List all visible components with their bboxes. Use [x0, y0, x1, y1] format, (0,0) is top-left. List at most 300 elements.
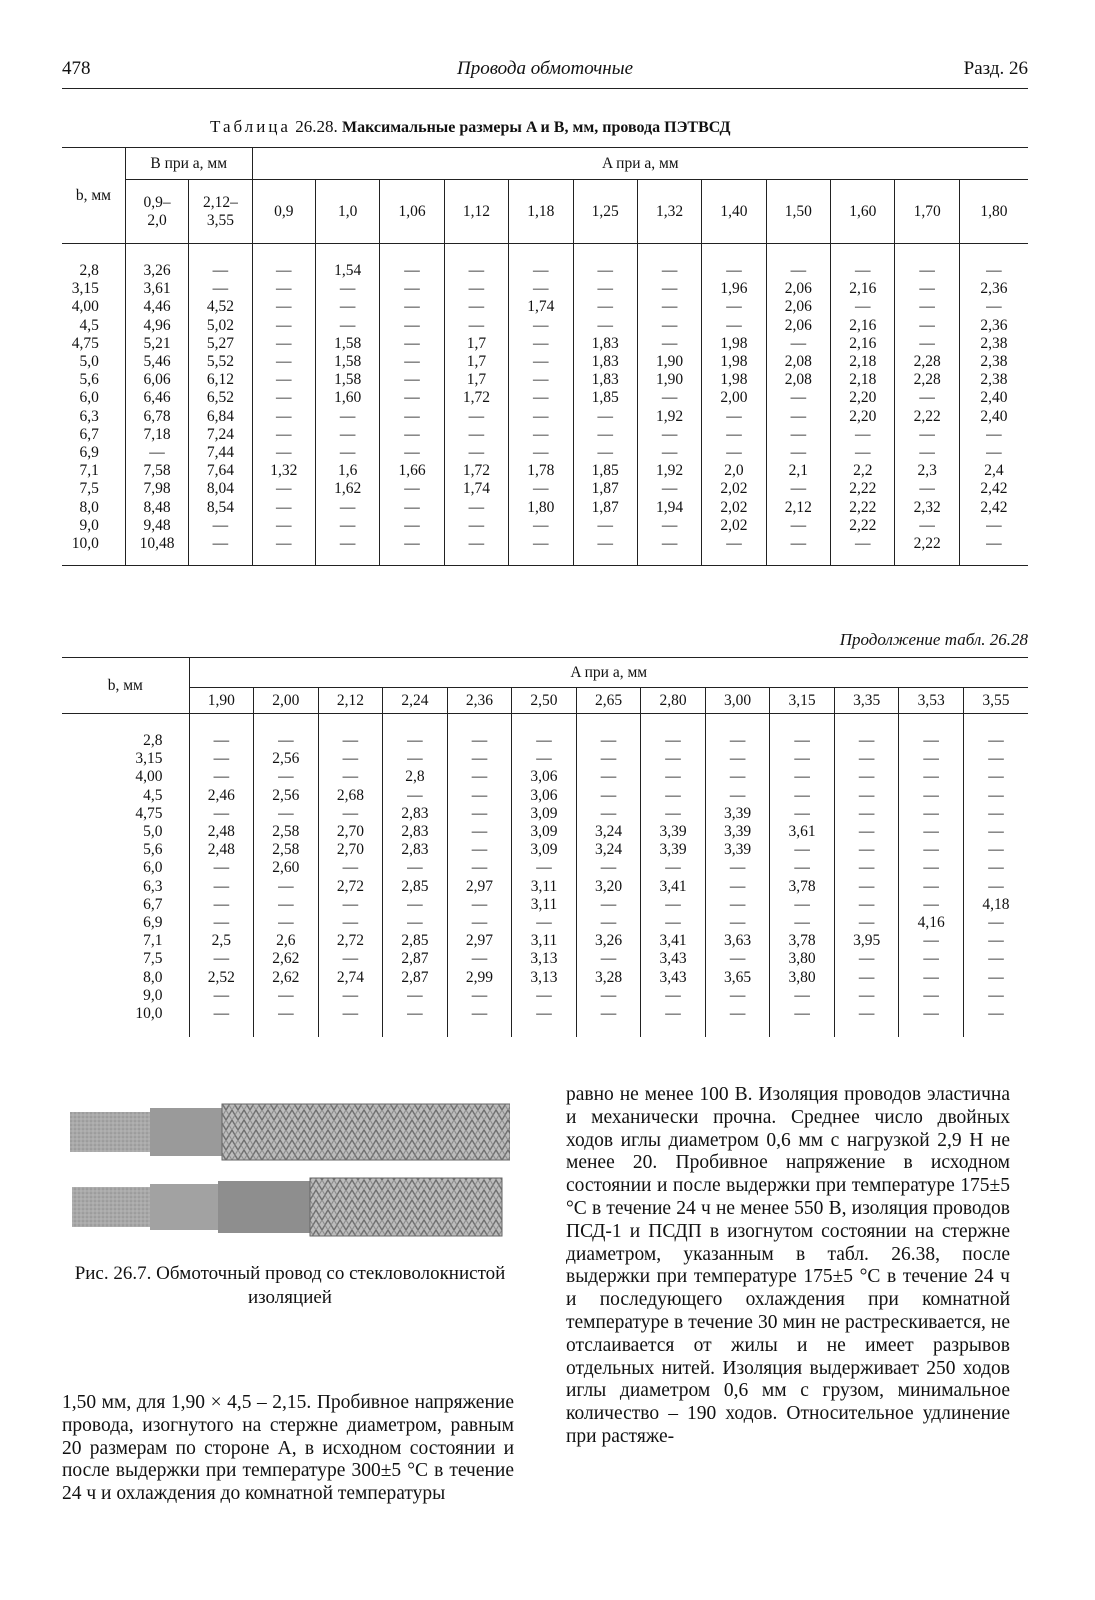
- table-cell: —: [661, 280, 678, 298]
- table-cell: 2,83: [401, 804, 429, 822]
- table-cell: —: [278, 895, 294, 913]
- table-cell: —: [471, 823, 488, 841]
- table-cell: 3,39: [724, 841, 752, 859]
- table-cell: —: [342, 859, 359, 877]
- table-cell: —: [858, 841, 875, 859]
- table-cell: —: [471, 895, 488, 913]
- table-cell: 4,5: [79, 316, 99, 334]
- table-cell: —: [407, 732, 423, 749]
- table-cell: —: [729, 786, 746, 804]
- table-cell: —: [342, 914, 359, 932]
- table-cell: 3,15: [71, 280, 99, 298]
- table-cell: 1,98: [720, 334, 748, 352]
- table-cell: 1,60: [334, 389, 362, 407]
- table-cell: 2,68: [336, 786, 364, 804]
- table-cell: —: [471, 1005, 488, 1023]
- table-cell: —: [404, 334, 420, 352]
- value-column: [766, 244, 830, 566]
- table-cell: —: [213, 804, 230, 822]
- table-cell: —: [597, 316, 613, 334]
- table-cell: —: [661, 262, 678, 279]
- table-cell: —: [919, 280, 935, 298]
- table-cell: —: [276, 425, 292, 443]
- table-cell: 3,09: [530, 841, 558, 859]
- table-cell: —: [597, 280, 613, 298]
- table-cell: —: [729, 877, 746, 895]
- table-cell: —: [536, 750, 552, 768]
- table-cell: —: [536, 1005, 552, 1023]
- table-cell: —: [276, 498, 292, 516]
- table-cell: 6,3: [79, 407, 99, 425]
- value-column: [383, 714, 448, 1038]
- section-label: Разд. 26: [963, 58, 1028, 79]
- table-cell: —: [468, 535, 485, 553]
- column-header: 3,55: [963, 688, 1028, 714]
- table-cell: —: [923, 1005, 939, 1023]
- table-cell: 2,83: [401, 823, 429, 841]
- col-header-b: b, мм: [62, 148, 125, 244]
- table-cell: —: [339, 316, 356, 334]
- table-cell: 5,0: [79, 353, 99, 371]
- table-cell: —: [729, 895, 746, 913]
- table-cell: —: [213, 914, 230, 932]
- table-cell: 7,64: [206, 462, 234, 480]
- table-cell: 2,38: [980, 353, 1008, 371]
- column-header: 1,18: [509, 180, 573, 244]
- table-cell: 2,83: [401, 841, 429, 859]
- value-column: [125, 244, 188, 566]
- table-cell: —: [726, 444, 742, 462]
- table-cell: —: [533, 407, 549, 425]
- table-cell: 6,7: [143, 895, 163, 913]
- table-cell: 4,96: [143, 316, 171, 334]
- table-cell: 1,54: [334, 262, 362, 279]
- table-cell: —: [923, 859, 939, 877]
- column-header: 2,80: [641, 688, 706, 714]
- table-cell: —: [729, 768, 746, 786]
- table-cell: —: [919, 425, 935, 443]
- table-cell: 1,7: [466, 334, 487, 352]
- table-cell: —: [726, 535, 742, 553]
- table-cell: —: [276, 535, 292, 553]
- table-cell: —: [536, 914, 552, 932]
- table-cell: 3,06: [530, 786, 558, 804]
- table-cell: —: [213, 1005, 230, 1023]
- table-cell: —: [986, 535, 1002, 553]
- table-cell: 8,0: [79, 498, 99, 516]
- table-cell: —: [600, 986, 617, 1004]
- table-cell: —: [407, 1005, 423, 1023]
- table-cell: —: [533, 389, 549, 407]
- table-cell: 2,38: [980, 371, 1008, 389]
- table-cell: 6,7: [79, 425, 99, 443]
- table-cell: 8,0: [143, 968, 163, 986]
- table-cell: —: [468, 298, 485, 316]
- table-cell: —: [404, 516, 420, 534]
- table-cell: 1,92: [656, 407, 684, 425]
- table-cell: 2,22: [913, 407, 941, 425]
- table-cell: 7,18: [143, 425, 171, 443]
- table-cell: —: [339, 498, 356, 516]
- table-cell: 3,41: [659, 932, 687, 950]
- table-cell: —: [276, 316, 292, 334]
- body-text-right: равно не менее 100 В. Изоляция проводов эластична и механически прочна. Среднее число двойных ходов иглы диаметром 0,6 мм с нагрузкой 2,9 Н не менее 20. Пробивное напряжение в исходном состоянии и после выдержки при температуре 175±5 °C в течение 24 ч не менее 550 В, изоляция проводов ПСД-1 и ПСДП в изогнутом состоянии на стержне диаметром, указанным в табл. 26.38, после выдержки при температуре 175±5 °C в течение 24 ч и последующего охлаждения при комнатной температуре в течение 30 мин не растрескивается, не отслаивается от жилы и не имеет разрывов отдельных нитей. Изоляция выдерживает 250 ходов иглы диаметром 0,6 мм с грузом, минимальное количество – 190 ходов. Относительное удлинение при растяже-: [566, 1084, 1010, 1447]
- table-caption-number: 26.28.: [295, 117, 338, 136]
- table-cell: 3,80: [788, 950, 816, 968]
- table-cell: 3,43: [659, 950, 687, 968]
- table-cell: 2,20: [849, 389, 877, 407]
- table-cell: 7,24: [206, 425, 234, 443]
- table-cell: —: [729, 986, 746, 1004]
- table-cell: 3,26: [594, 932, 623, 950]
- table-cell: 3,39: [659, 841, 687, 859]
- b-values-column: [62, 244, 125, 566]
- table-cell: 2,74: [336, 968, 364, 986]
- table-cell: 2,72: [336, 877, 364, 895]
- table-cell: —: [794, 1005, 810, 1023]
- table-cell: —: [794, 732, 810, 749]
- table-cell: —: [988, 841, 1004, 859]
- table-cell: —: [278, 732, 294, 749]
- table-cell: —: [339, 516, 356, 534]
- table-cell: —: [923, 968, 939, 986]
- table-cell: —: [988, 932, 1004, 950]
- figure-caption-text: Обмоточный провод со стекловолокнистой изоляцией: [156, 1263, 506, 1308]
- table-cell: 1,87: [591, 498, 619, 516]
- table-cell: —: [407, 859, 423, 877]
- table-cell: —: [471, 914, 488, 932]
- table-cell: —: [600, 750, 617, 768]
- table-cell: —: [665, 914, 681, 932]
- group-header-a: A при a, мм: [252, 148, 1028, 180]
- table-cell: —: [923, 986, 939, 1004]
- table-caption-label: Таблица: [210, 117, 291, 136]
- table-cell: —: [404, 262, 420, 279]
- table-cell: —: [923, 950, 939, 968]
- table-cell: 7,44: [206, 444, 234, 462]
- table-cell: —: [404, 298, 420, 316]
- column-header: 1,06: [380, 180, 444, 244]
- column-header: 2,50: [512, 688, 577, 714]
- value-column: [318, 714, 383, 1038]
- table-cell: —: [276, 334, 292, 352]
- table-cell: —: [665, 804, 681, 822]
- table-cell: 2,58: [272, 823, 300, 841]
- table-cell: 2,02: [720, 480, 748, 498]
- table-cell: —: [661, 389, 678, 407]
- table-caption-title: Максимальные размеры A и B, мм, провода ПЭТВСД: [341, 119, 731, 136]
- table-cell: 2,22: [849, 480, 877, 498]
- table-cell: 7,98: [143, 480, 171, 498]
- column-header: 1,0: [315, 180, 379, 244]
- table-cell: —: [919, 334, 935, 352]
- table-cell: —: [729, 732, 746, 749]
- table-cell: 3,39: [724, 823, 752, 841]
- table-cell: —: [855, 535, 871, 553]
- table-cell: 6,52: [206, 389, 234, 407]
- table-cell: 4,00: [71, 298, 99, 316]
- table-cell: 3,80: [788, 968, 816, 986]
- table-cell: 4,75: [71, 334, 99, 352]
- table-cell: 2,06: [784, 316, 812, 334]
- table-cell: 2,06: [784, 298, 812, 316]
- value-column: [189, 244, 252, 566]
- table-cell: —: [794, 859, 810, 877]
- table-cell: 2,99: [465, 968, 493, 986]
- table-cell: —: [858, 768, 875, 786]
- table-cell: 2,16: [849, 316, 877, 334]
- table-cell: —: [729, 859, 746, 877]
- table-cell: —: [794, 804, 810, 822]
- table-cell: 7,1: [79, 462, 99, 480]
- table-cell: 1,98: [720, 371, 748, 389]
- table-cell: —: [468, 444, 485, 462]
- table-cell: —: [342, 768, 359, 786]
- table-cell: 3,15: [135, 750, 163, 768]
- table-cell: 3,61: [788, 823, 816, 841]
- table-cell: 1,78: [527, 462, 555, 480]
- table-cell: —: [858, 895, 875, 913]
- table-cell: —: [404, 480, 420, 498]
- column-header: 2,00: [254, 688, 319, 714]
- table-cell: 5,21: [143, 334, 171, 352]
- table-cell: 5,52: [206, 353, 234, 371]
- table-cell: —: [600, 1005, 617, 1023]
- table-cell: —: [339, 444, 356, 462]
- table-cell: —: [342, 1005, 359, 1023]
- table-cell: 2,28: [913, 371, 941, 389]
- table-cell: —: [923, 732, 939, 749]
- table-cell: —: [533, 516, 549, 534]
- table-cell: —: [665, 786, 681, 804]
- table-cell: 6,0: [79, 389, 99, 407]
- table-cell: —: [600, 804, 617, 822]
- table-cell: 2,2: [853, 462, 873, 480]
- column-header: 1,90: [189, 688, 254, 714]
- table-cell: —: [533, 535, 549, 553]
- table-cell: —: [149, 444, 165, 462]
- table-cell: —: [468, 407, 485, 425]
- table-cell: —: [790, 262, 807, 279]
- table-cell: —: [339, 535, 356, 553]
- table-cell: —: [276, 262, 292, 279]
- table-cell: —: [407, 750, 423, 768]
- table-cell: —: [988, 914, 1004, 932]
- table-cell: —: [339, 298, 356, 316]
- table-cell: —: [597, 425, 613, 443]
- table-cell: 1,72: [462, 389, 490, 407]
- table-cell: 2,62: [272, 950, 300, 968]
- table-cell: 2,22: [913, 535, 941, 553]
- table-cell: —: [986, 262, 1002, 279]
- table-cell: —: [790, 425, 807, 443]
- table-cell: —: [404, 353, 420, 371]
- table-cell: —: [471, 841, 488, 859]
- table-cell: —: [794, 914, 810, 932]
- table-cell: 1,98: [720, 353, 748, 371]
- running-header: [62, 58, 1028, 89]
- value-column: [641, 714, 706, 1038]
- table-cell: —: [665, 750, 681, 768]
- table-cell: 2,8: [405, 768, 425, 786]
- table-cell: 1,58: [334, 371, 362, 389]
- table-cell: —: [986, 444, 1002, 462]
- table-cell: —: [794, 786, 810, 804]
- table-cell: —: [988, 823, 1004, 841]
- table-cell: 6,84: [206, 407, 234, 425]
- table-cell: 2,48: [207, 841, 235, 859]
- table-cell: 9,0: [143, 986, 163, 1004]
- table-cell: —: [342, 895, 359, 913]
- table-cell: 3,26: [143, 262, 171, 279]
- table-cell: 3,24: [594, 823, 623, 841]
- table-cell: —: [923, 841, 939, 859]
- value-column: [576, 714, 641, 1038]
- table-cell: 2,46: [207, 786, 235, 804]
- group-header-a: A при a, мм: [189, 658, 1028, 688]
- table-cell: —: [276, 480, 292, 498]
- table-cell: 4,5: [143, 786, 163, 804]
- column-header: 2,24: [383, 688, 448, 714]
- table-cell: —: [858, 804, 875, 822]
- table-cell: 7,58: [143, 462, 171, 480]
- table-cell: —: [665, 732, 681, 749]
- table-cell: 2,8: [79, 262, 99, 279]
- table-cell: —: [213, 877, 230, 895]
- table-cell: 2,16: [849, 334, 877, 352]
- table-cell: —: [794, 841, 810, 859]
- table-cell: —: [661, 334, 678, 352]
- table-cell: 6,0: [143, 859, 163, 877]
- table-cell: 2,00: [720, 389, 748, 407]
- table-cell: 1,87: [591, 480, 619, 498]
- table-cell: —: [923, 823, 939, 841]
- column-header: 1,80: [959, 180, 1028, 244]
- table-cell: —: [790, 389, 807, 407]
- table-cell: 2,08: [784, 353, 812, 371]
- table-cell: 1,94: [656, 498, 684, 516]
- table-cell: —: [858, 786, 875, 804]
- table-cell: 1,7: [466, 371, 487, 389]
- table-cell: —: [278, 914, 294, 932]
- table-cell: 3,11: [530, 932, 558, 950]
- value-column: [315, 244, 379, 566]
- table-cell: —: [858, 968, 875, 986]
- table-cell: —: [665, 859, 681, 877]
- table-cell: —: [212, 516, 229, 534]
- table-cell: 1,83: [591, 334, 619, 352]
- table-cell: —: [468, 280, 485, 298]
- table-cell: —: [923, 932, 939, 950]
- table-cell: —: [794, 895, 810, 913]
- table-cell: —: [794, 986, 810, 1004]
- table-cell: —: [661, 480, 678, 498]
- table-cell: —: [988, 786, 1004, 804]
- table-cell: 2,1: [788, 462, 809, 480]
- table-cell: 3,09: [530, 823, 558, 841]
- table-cell: 5,02: [206, 316, 234, 334]
- table-cell: 1,90: [656, 353, 684, 371]
- table-cell: —: [855, 444, 871, 462]
- table-cell: —: [212, 262, 229, 279]
- value-column: [702, 244, 766, 566]
- table-cell: 2,4: [984, 462, 1004, 480]
- table-cell: —: [988, 859, 1004, 877]
- table-cell: —: [729, 750, 746, 768]
- table-cell: —: [342, 804, 359, 822]
- table-cell: 2,3: [917, 462, 937, 480]
- body-text-left: 1,50 мм, для 1,90 × 4,5 – 2,15. Пробивное напряжение провода, изогнутого на стержне диаметром, равным 20 размерам по стороне A, в исходном состоянии и после выдержки при температуре 300±5 °C в течение 24 ч и охлаждения до комнатной температуры: [62, 1392, 514, 1505]
- value-column: [509, 244, 573, 566]
- table-cell: —: [533, 353, 549, 371]
- table-cell: 6,3: [143, 877, 163, 895]
- table-cell: 2,20: [849, 407, 877, 425]
- table-cell: —: [536, 859, 552, 877]
- table-cell: —: [729, 950, 746, 968]
- table-cell: 4,18: [982, 895, 1010, 913]
- table-cell: —: [858, 732, 875, 749]
- table-cell: —: [726, 407, 742, 425]
- column-header: 1,25: [573, 180, 637, 244]
- table-cell: 5,6: [79, 371, 99, 389]
- value-column: [705, 714, 770, 1038]
- table-cell: 2,52: [207, 968, 235, 986]
- table-cell: —: [729, 914, 746, 932]
- table-cell: 1,83: [591, 353, 619, 371]
- table-cell: 2,22: [849, 498, 877, 516]
- table-cell: 4,52: [206, 298, 234, 316]
- table-cell: —: [533, 444, 549, 462]
- table-cell: 1,7: [466, 353, 487, 371]
- col-header-b: b, мм: [62, 658, 189, 714]
- column-header: 1,60: [831, 180, 895, 244]
- table-cell: —: [213, 895, 230, 913]
- table-cell: —: [600, 786, 617, 804]
- table-cell: —: [278, 768, 294, 786]
- table-cell: —: [468, 498, 485, 516]
- table-cell: 2,56: [272, 750, 300, 768]
- table-cell: —: [597, 298, 613, 316]
- table-cell: —: [404, 444, 420, 462]
- table-cell: —: [923, 877, 939, 895]
- table-cell: 4,16: [917, 914, 945, 932]
- b-values-column: [62, 714, 189, 1038]
- table-cell: 6,46: [143, 389, 171, 407]
- table-cell: —: [729, 1005, 746, 1023]
- table-cell: —: [988, 950, 1004, 968]
- table-cell: —: [407, 986, 423, 1004]
- table-cell: —: [858, 877, 875, 895]
- table-cell: 7,5: [79, 480, 99, 498]
- table-cell: —: [597, 516, 613, 534]
- table-cell: —: [276, 407, 292, 425]
- table-continuation-label: Продолжение табл. 26.28: [839, 630, 1028, 649]
- table-cell: —: [923, 895, 939, 913]
- column-header: 3,35: [834, 688, 899, 714]
- table-cell: 1,58: [334, 353, 362, 371]
- table-cell: 10,48: [139, 535, 175, 553]
- value-column: [831, 244, 895, 566]
- table-cell: 2,18: [849, 371, 877, 389]
- table-cell: 2,6: [276, 932, 296, 950]
- table-cell: —: [665, 768, 681, 786]
- table-caption: [210, 117, 1000, 137]
- table-cell: 9,0: [79, 516, 99, 534]
- table-cell: 1,85: [591, 462, 619, 480]
- table-cell: —: [404, 371, 420, 389]
- table-cell: —: [533, 280, 549, 298]
- table-cell: —: [986, 298, 1002, 316]
